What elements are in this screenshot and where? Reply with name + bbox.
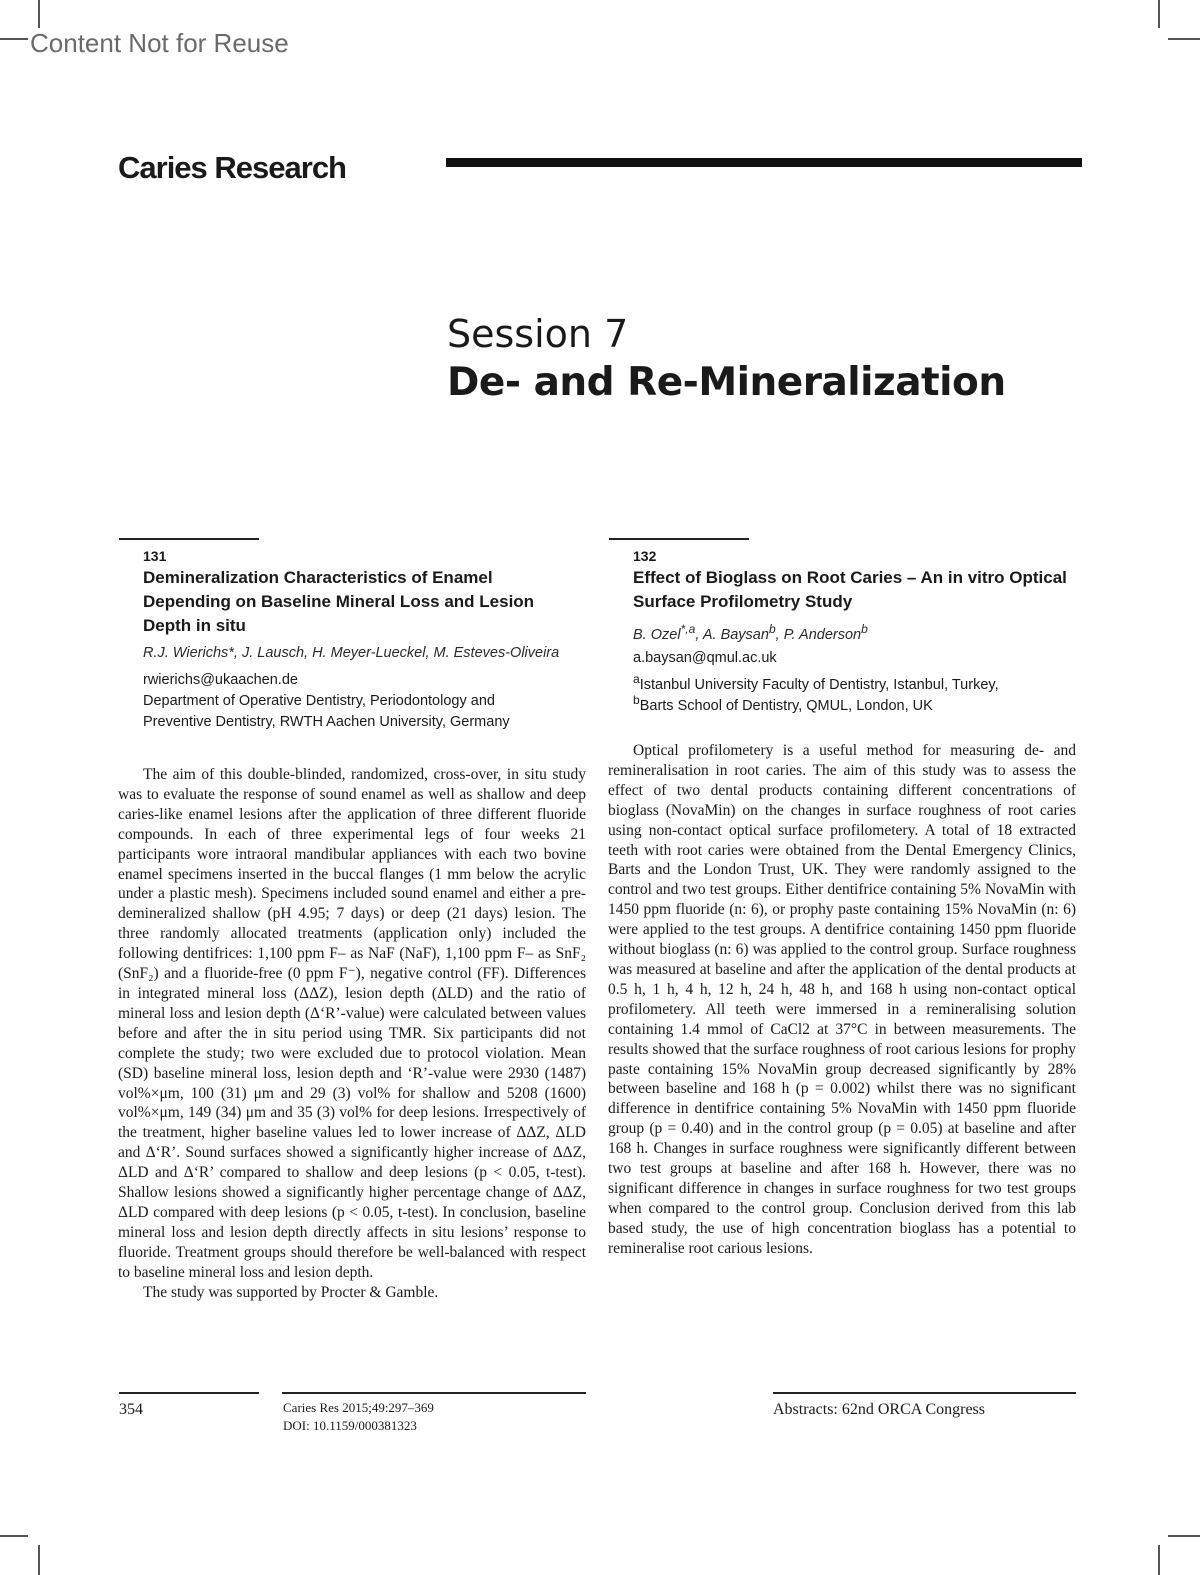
section-name: Abstracts: 62nd ORCA Congress <box>773 1401 985 1418</box>
abstract-rule <box>119 538 259 540</box>
author-email: rwierichs@ukaachen.de <box>143 672 298 688</box>
author-affiliation: $^a$Istanbul University Faculty of Dentistry, Istanbul, Turkey, <box>633 672 999 693</box>
crop-mark <box>38 0 40 28</box>
abstract-number: 132 <box>633 548 657 564</box>
abstract-authors: B. Ozel$^{*,a}$, A. Baysan$^b$, P. Anderson$^b$ <box>633 622 868 643</box>
crop-mark <box>1168 1535 1200 1537</box>
abstract-title: Effect of Bioglass on Root Caries – An in vitro Optical Surface Profilometry Study <box>633 568 1067 611</box>
abstract-authors: R.J. Wierichs*, J. Lausch, H. Meyer-Lueckel, M. Esteves-Oliveira <box>143 645 560 661</box>
watermark: Content Not for Reuse <box>30 28 289 58</box>
doi: DOI: 10.1159/000381323 <box>283 1418 417 1433</box>
abstract-rule <box>609 538 749 540</box>
author-affiliation: $^b$Barts School of Dentistry, QMUL, London, UK <box>633 693 933 714</box>
header-bar <box>446 158 1082 167</box>
abstract-number: 131 <box>143 548 167 564</box>
author-affiliation: Department of Operative Dentistry, Periodontology and Preventive Dentistry, RWTH Aachen University, Germany <box>143 693 510 730</box>
journal-name: Caries Research <box>118 150 346 185</box>
abstract-body <box>608 741 1076 1259</box>
crop-mark <box>1158 1545 1160 1575</box>
session-title: De- and Re-Mineralization <box>447 360 1006 405</box>
crop-mark <box>1158 0 1160 28</box>
footer-rule <box>119 1392 259 1394</box>
crop-mark <box>38 1545 40 1575</box>
abstract-title: Demineralization Characteristics of Enamel Depending on Baseline Mineral Loss and Lesion Depth in situ <box>143 568 535 635</box>
crop-mark <box>0 38 28 40</box>
journal-citation: Caries Res 2015;49:297–369 <box>283 1400 434 1415</box>
footer-rule <box>282 1392 586 1394</box>
abstract-paragraph: The aim of this double-blinded, randomized, cross-over, in situ study was to evaluate the response of sound enamel as well as shallow and deep caries-like enamel lesions after the application of three different fluoride compounds. In each of three experimental legs of four weeks 21 participants wore intraoral mandibular appliances with each two bovine enamel specimens inserted in the buccal flanges (1 mm below the acrylic under a plastic mesh). Specimens included sound enamel and either a pre-demineralized shallow (pH 4.95; 7 days) or deep (21 days) lesion. The three randomly allocated treatments (application only) included the following dentifrices: 1,100 ppm F– as NaF (NaF), 1,100 ppm F– as SnF₂ (SnF₂) and a fluoride-free (0 ppm F⁻), negative control (FF). Differences in integrated mineral loss (ΔΔZ), lesion depth (ΔLD) and the ratio of mineral loss and lesion depth (Δ‘R’-value) were calculated between values before and after the in situ period using TMR. Six participants did not complete the study; two were excluded due to protocol violation. Mean (SD) baseline mineral loss, lesion depth and ‘R’-value were 2930 (1487) vol%×μm, 100 (31) μm and 29 (3) vol% for shallow and 5208 (1600) vol%×μm, 149 (34) μm and 35 (3) vol% for deep lesions. Irrespectively of the treatment, higher baseline values led to lower increase of ΔΔZ, ΔLD and Δ‘R’. Sound surfaces showed a significantly higher increase of ΔΔZ, ΔLD and Δ‘R’ compared to shallow and deep lesions (p < 0.05, t-test). Shallow lesions showed a significantly higher percentage change of ΔΔZ, ΔLD compared with deep lesions (p < 0.05, t-test). In conclusion, baseline mineral loss and lesion depth directly affects in situ lesions’ response to fluoride. Treatment groups should therefore be well-balanced with respect to baseline mineral loss and lesion depth. <box>118 766 586 1281</box>
crop-mark <box>1168 38 1200 40</box>
abstract-paragraph: The study was supported by Procter & Gamble. <box>143 1283 439 1301</box>
crop-mark <box>0 1535 28 1537</box>
footer-rule <box>773 1392 1076 1394</box>
author-email: a.baysan@qmul.ac.uk <box>633 650 777 666</box>
abstract-paragraph: Optical profilometery is a useful method for measuring de- and remineralisation in root caries. The aim of this study was to assess the effect of two dental products containing different concentrations of bioglass (NovaMin) on the changes in surface roughness of root caries using non-contact optical surface profilometery. A total of 18 extracted teeth with root caries were obtained from the Dental Emergency Clinics, Barts and the London Trust, UK. They were randomly assigned to the control and two test groups. Either dentifrice containing 5% NovaMin with 1450 ppm fluoride (n: 6), or prophy paste containing 15% NovaMin (n: 6) were applied to the test groups. A dentifrice containing 1450 ppm fluoride without bioglass (n: 6) was applied to the control group. Surface roughness was measured at baseline and after the application of the dental products at 0.5 h, 1 h, 4 h, 12 h, 24 h, 48 h, and 168 h using non-contact optical profilometery. All teeth were immersed in a remineralising solution containing 1.4 mmol of CaCl2 at 37°C in between measurements. The results showed that the surface roughness of root carious lesions for prophy paste containing 15% NovaMin group decreased significantly by 28% between baseline and 168 h (p = 0.002) whilst there was no significant difference in dentifrice containing 5% NovaMin with 1450 ppm fluoride group (p = 0.40) and in the control group (p = 0.05) at baseline and after 168 h. Changes in surface roughness were significantly different between two test groups at baseline and after 168 h. However, there was no significant difference in changes in surface roughness for two test groups when compared to the control group. Conclusion derived from this lab based study, the use of high concentration bioglass has a potential to remineralise root carious lesions. <box>608 742 1076 1257</box>
session-label: Session 7 <box>447 312 629 356</box>
page-number: 354 <box>119 1401 143 1418</box>
abstract-body <box>118 765 586 1302</box>
